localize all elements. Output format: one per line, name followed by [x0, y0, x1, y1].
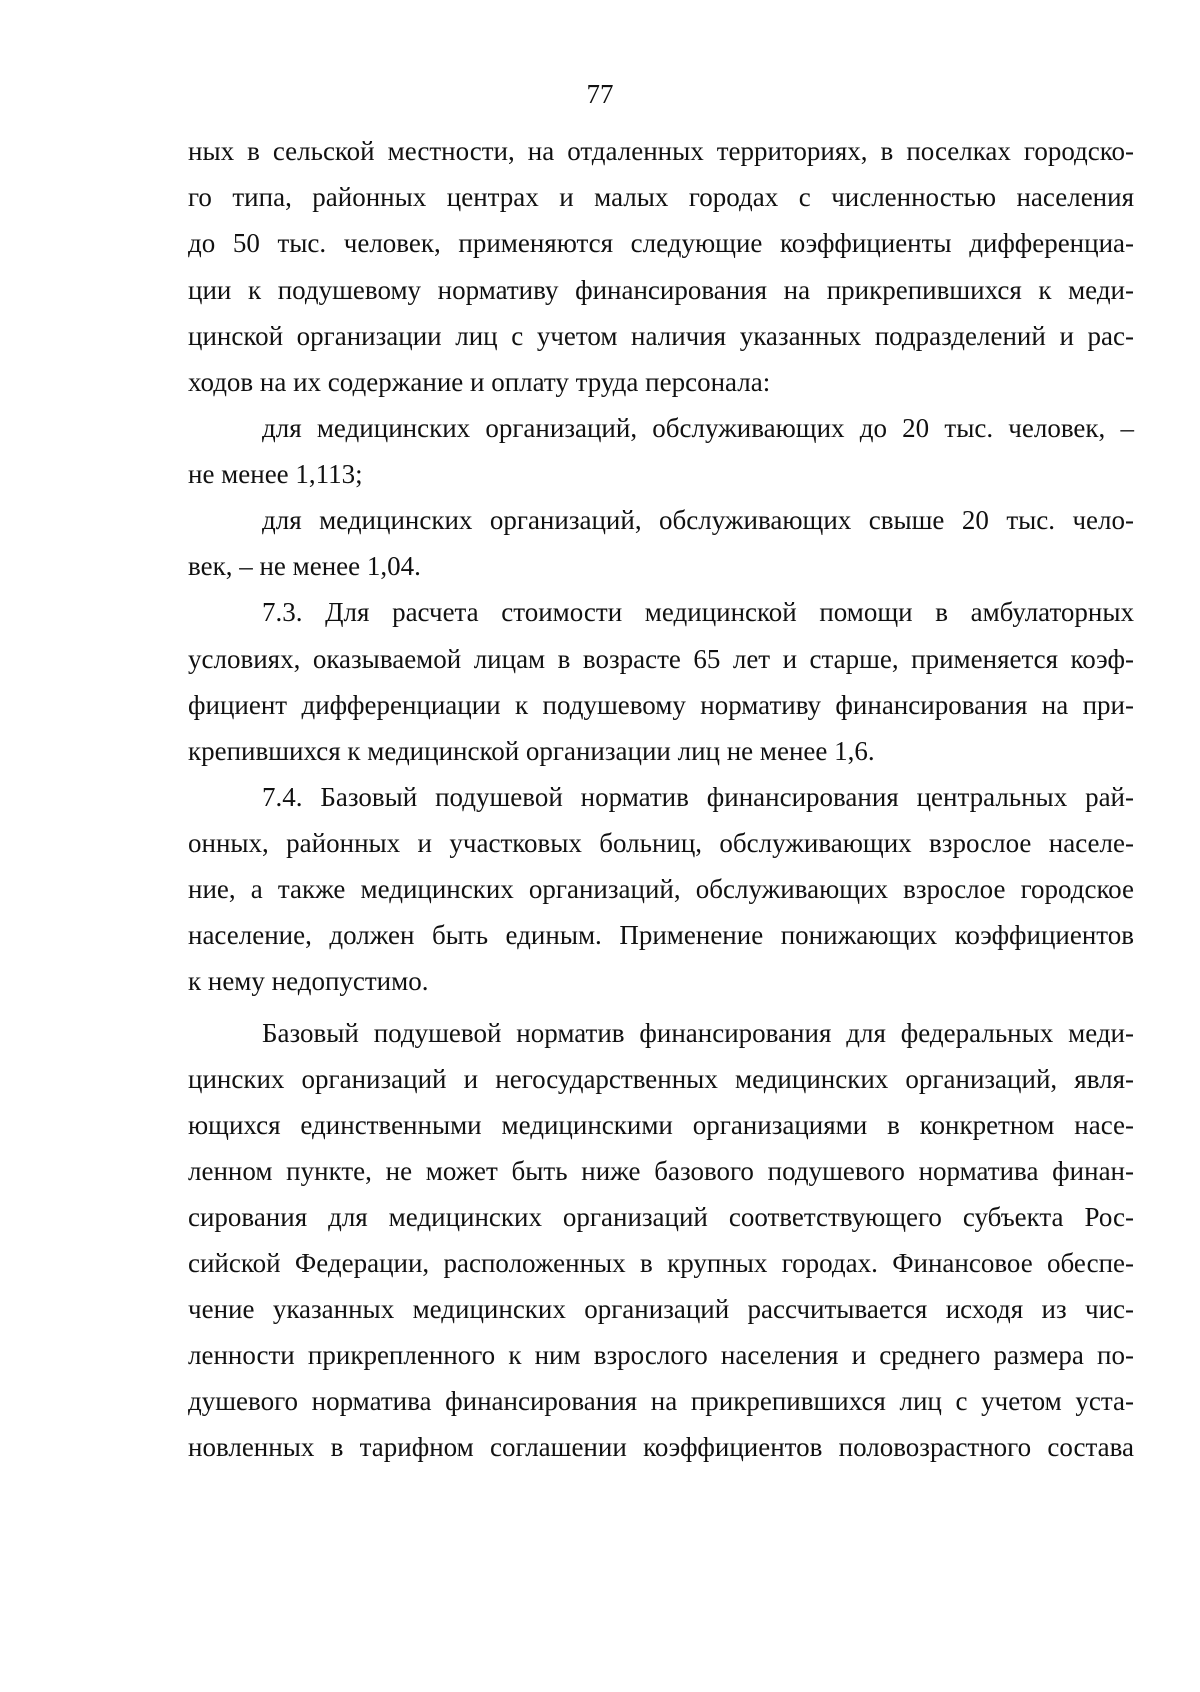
text-line: цинских организаций и негосударственных медицинских организаций, явля-: [188, 1064, 1134, 1094]
text-line: для медицинских организаций, обслуживающих до 20 тыс. человек, –: [262, 413, 1134, 443]
text-line: душевого норматива финансирования на прикрепившихся лиц с учетом уста-: [188, 1386, 1134, 1416]
text-line: век, – не менее 1,04.: [188, 551, 421, 581]
text-line: онных, районных и участковых больниц, обслуживающих взрослое населе-: [188, 828, 1134, 858]
text-line: ние, а также медицинских организаций, обслуживающих взрослое городское: [188, 874, 1134, 904]
text-line: условиях, оказываемой лицам в возрасте 65 лет и старше, применяется коэф-: [188, 644, 1134, 674]
text-line: ных в сельской местности, на отдаленных территориях, в поселках городско-: [188, 136, 1134, 166]
text-line: фициент дифференциации к подушевому нормативу финансирования на при-: [188, 690, 1134, 720]
text-line: ющихся единственными медицинскими организациями в конкретном насе-: [188, 1110, 1134, 1140]
text-line: ции к подушевому нормативу финансирования на прикрепившихся к меди-: [188, 275, 1134, 305]
text-line: крепившихся к медицинской организации лиц не менее 1,6.: [188, 736, 875, 766]
text-line: чение указанных медицинских организаций рассчитывается исходя из чис-: [188, 1294, 1134, 1324]
text-line: го типа, районных центрах и малых городах с численностью населения: [188, 182, 1134, 212]
text-line: цинской организации лиц с учетом наличия указанных подразделений и рас-: [188, 321, 1134, 351]
page-number: 77: [586, 79, 614, 109]
text-line: до 50 тыс. человек, применяются следующие коэффициенты дифференциа-: [188, 228, 1134, 258]
text-line: сирования для медицинских организаций соответствующего субъекта Рос-: [188, 1202, 1134, 1232]
text-line: ходов на их содержание и оплату труда персонала:: [188, 367, 771, 397]
text-line: 7.3. Для расчета стоимости медицинской помощи в амбулаторных: [262, 597, 1134, 627]
text-line: для медицинских организаций, обслуживающих свыше 20 тыс. чело-: [262, 505, 1134, 535]
text-line: новленных в тарифном соглашении коэффициентов половозрастного состава: [188, 1432, 1134, 1462]
text-line: ленном пункте, не может быть ниже базового подушевого норматива финан-: [188, 1156, 1134, 1186]
text-line: население, должен быть единым. Применение понижающих коэффициентов: [188, 920, 1134, 950]
text-line: 7.4. Базовый подушевой норматив финансирования центральных рай-: [262, 782, 1134, 812]
text-line: сийской Федерации, расположенных в крупных городах. Финансовое обеспе-: [188, 1248, 1134, 1278]
text-line: не менее 1,113;: [188, 459, 363, 489]
text-line: Базовый подушевой норматив финансирования для федеральных меди-: [262, 1018, 1134, 1048]
text-line: ленности прикрепленного к ним взрослого населения и среднего размера по-: [188, 1340, 1134, 1370]
text-line: к нему недопустимо.: [188, 966, 429, 996]
